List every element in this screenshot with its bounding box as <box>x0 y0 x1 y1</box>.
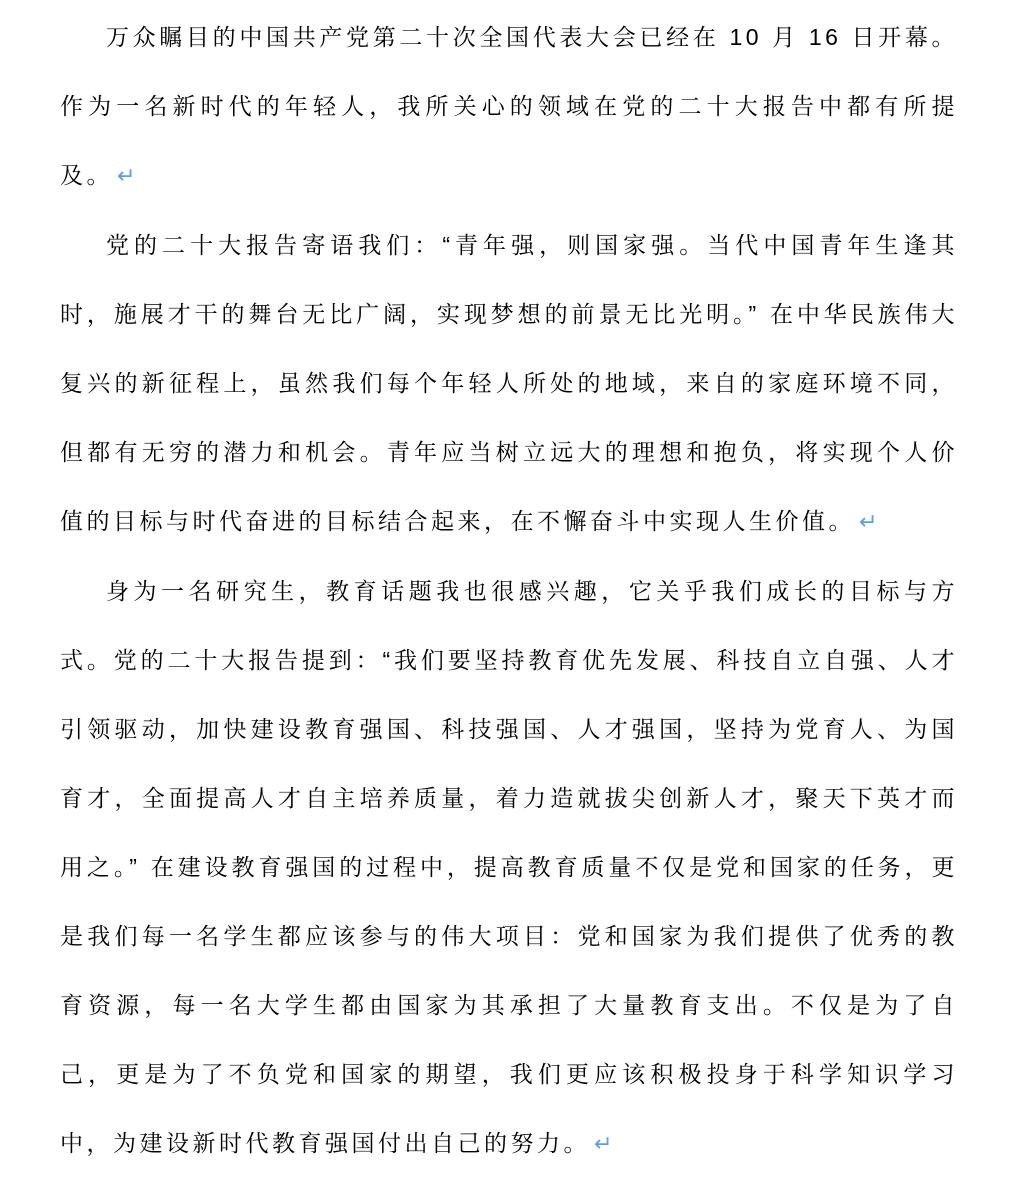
paragraph-mark-icon: ↵ <box>859 510 878 535</box>
paragraph-text[interactable]: 身为一名研究生，教育话题我也很感兴趣，它关乎我们成长的目标与方式。党的二十大报告提到：“我们要坚持教育优先发展、科技自立自强、人才引领驱动，加快建设教育强国、科技强国、人才强国，坚持为党育人、为国育才，全面提高人才自主培养质量，着力造就拔尖创新人才，聚天下英才而用之。” 在建设教育强国的过程中，提高教育质量不仅是党和国家的任务，更是我们每一名学生都应该参与的伟大项目：党和国家为我们提供了优秀的教育资源，每一名大学生都由国家为其承担了大量教育支出。不仅是为了自己，更是为了不负党和国家的期望，我们更应该积极投身于科学知识学习中，为建设新时代教育强国付出自己的努力。 <box>60 578 958 1156</box>
paragraph-text[interactable]: 党的二十大报告寄语我们：“青年强，则国家强。当代中国青年生逢其时，施展才干的舞台无比广阔，实现梦想的前景无比光明。” 在中华民族伟大复兴的新征程上，虽然我们每个年轻人所处的地域，来自的家庭环境不同，但都有无穷的潜力和机会。青年应当树立远大的理想和抱负，将实现个人价值的目标与时代奋进的目标结合起来，在不懈奋斗中实现人生价值。 <box>60 232 958 534</box>
paragraph[interactable] <box>60 211 958 557</box>
paragraph[interactable] <box>60 3 958 211</box>
paragraph-mark-icon: ↵ <box>594 1132 613 1157</box>
paragraph[interactable] <box>60 557 958 1179</box>
paragraph-mark-icon: ↵ <box>117 164 136 189</box>
paragraph-text[interactable]: 万众瞩目的中国共产党第二十次全国代表大会已经在 10 月 16 日开幕。作为一名新时代的年轻人，我所关心的领域在党的二十大报告中都有所提及。 <box>60 24 958 188</box>
